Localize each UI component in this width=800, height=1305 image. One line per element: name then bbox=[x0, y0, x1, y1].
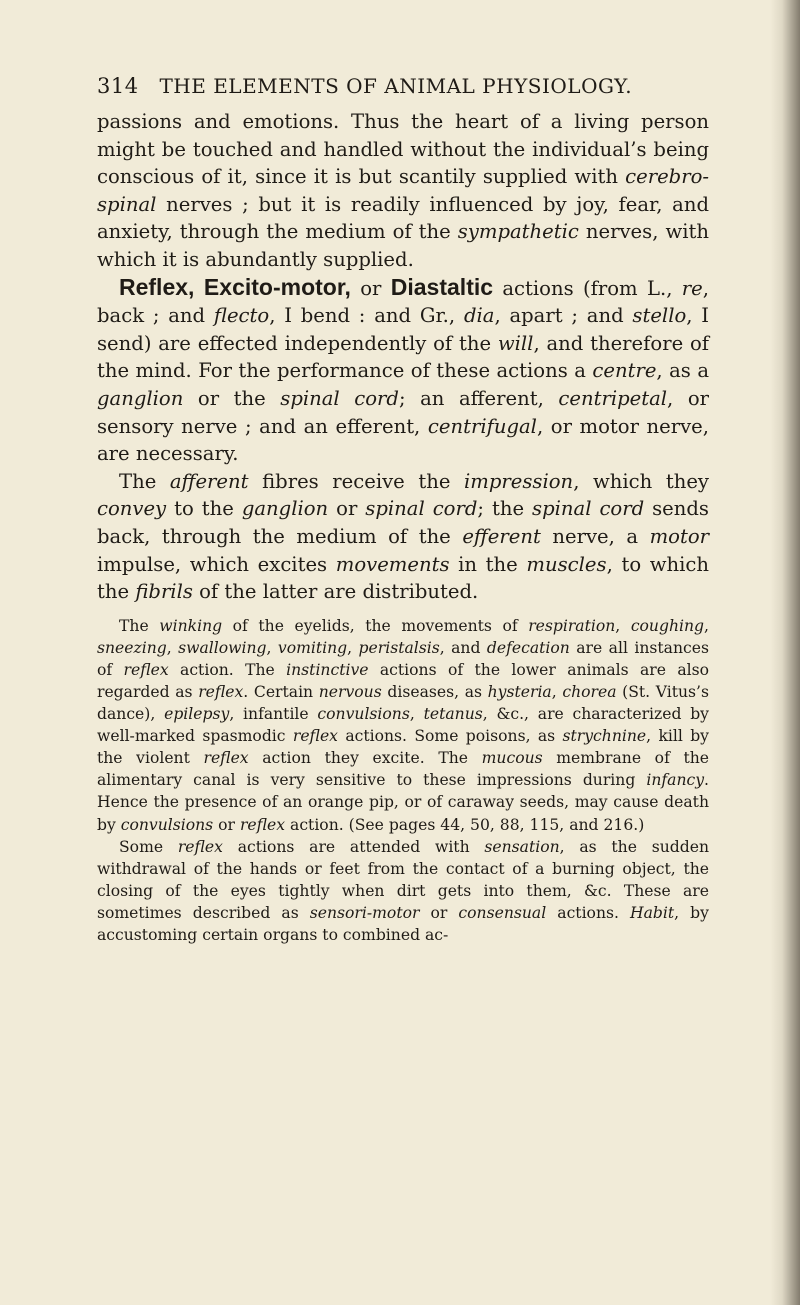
main-text bbox=[97, 108, 709, 606]
small-print-notes bbox=[97, 615, 709, 946]
paragraph-afferent-fibres: The afferent fibres receive the impression, which they convey to the ganglion or spinal cord; the spinal cord sends back, through the medium of the efferent nerve, a motor impulse, which excites movements in the muscles, to which the fibrils of the latter are distributed. bbox=[97, 469, 710, 604]
running-header bbox=[97, 74, 697, 98]
paragraph-reflex-actions: Reflex, Excito-motor, or Diastaltic actions (from L., re, back ; and flecto, I bend : and Gr., dia, apart ; and stello, I send) are effected independently of the will, and therefore of the mind. For the performance of these actions a centre, as a ganglion or the spinal cord; an afferent, centripetal, or sensory nerve ; and an efferent, centrifugal, or motor nerve, are necessary. bbox=[97, 273, 710, 466]
page-text bbox=[97, 108, 709, 946]
note-reflex-examples: The winking of the eyelids, the movements of respiration, coughing, sneezing, swallowing, vomiting, peristalsis, and defecation are all instances of reflex action. The instinctive actions of the lower animals are also regarded as reflex. Certain nervous diseases, as hysteria, chorea (St. Vitus’s dance), epilepsy, infantile convulsions, tetanus, &c., are characterized by well-marked spasmodic reflex actions. Some poisons, as strychnine, kill by the violent reflex action they excite. The mucous membrane of the alimentary canal is very sensitive to these impressions during infancy. Hence the presence of an orange pip, or of caraway seeds, may cause death by convulsions or reflex action. (See pages 44, 50, 88, 115, and 216.) bbox=[97, 616, 710, 834]
page-edge-shadow bbox=[770, 0, 800, 1305]
page-number: 314 bbox=[97, 74, 139, 98]
running-title: THE ELEMENTS OF ANIMAL PHYSIOLOGY. bbox=[159, 74, 633, 98]
paragraph-continued: passions and emotions. Thus the heart of a living person might be touched and handled without the individual’s being conscious of it, since it is but scantily supplied with cerebro-spinal nerves ; but it is readily influenced by joy, fear, and anxiety, through the medium of the sympathetic nerves, with which it is abundantly supplied. bbox=[97, 110, 709, 271]
note-sensori-motor: Some reflex actions are attended with sensation, as the sudden withdrawal of the hands or feet from the contact of a burning object, the closing of the eyes tightly when dirt gets into them, &c. These are sometimes described as sensori-motor or consensual actions. Habit, by accustoming certain organs to combined ac- bbox=[97, 837, 709, 944]
